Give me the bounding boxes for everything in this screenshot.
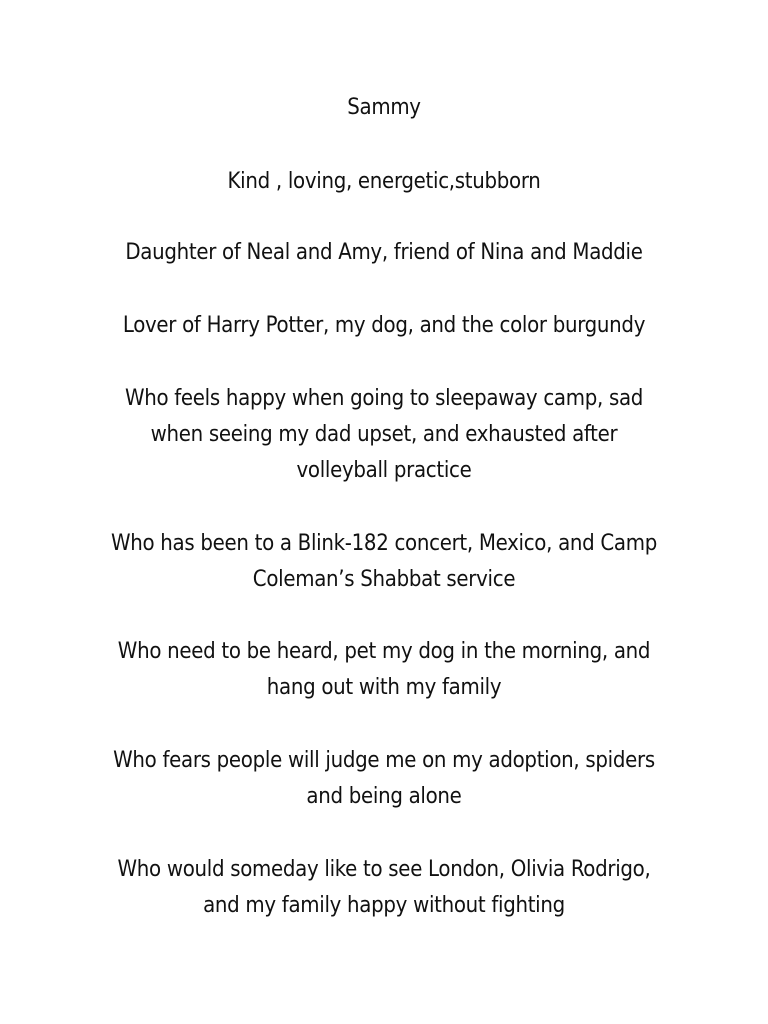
poem-been-line-1: Who has been to a Blink-182 concert, Mexico, and Camp — [110, 531, 657, 556]
poem-feels-line-1: Who feels happy when going to sleepaway camp, sad — [124, 386, 644, 411]
poem-fears-line-2: and being alone — [306, 784, 462, 809]
poem-feels-line-3: volleyball practice — [296, 458, 472, 483]
poem-traits: Kind , loving, energetic,stubborn — [227, 169, 541, 194]
poem-needs-line-2: hang out with my family — [266, 675, 502, 700]
poem-been-line-2: Coleman’s Shabbat service — [252, 567, 516, 592]
poem-title: Sammy — [347, 95, 421, 120]
poem-wishes-line-2: and my family happy without fighting — [203, 893, 565, 918]
poem-loves: Lover of Harry Potter, my dog, and the color burgundy — [122, 313, 646, 338]
poem-feels-line-2: when seeing my dad upset, and exhausted after — [150, 422, 618, 447]
poem-needs-line-1: Who need to be heard, pet my dog in the morning, and — [117, 639, 651, 664]
poem-fears-line-1: Who fears people will judge me on my adoption, spiders — [113, 748, 655, 773]
poem-relations: Daughter of Neal and Amy, friend of Nina and Maddie — [125, 240, 643, 265]
poem-wishes-line-1: Who would someday like to see London, Olivia Rodrigo, — [117, 857, 651, 882]
